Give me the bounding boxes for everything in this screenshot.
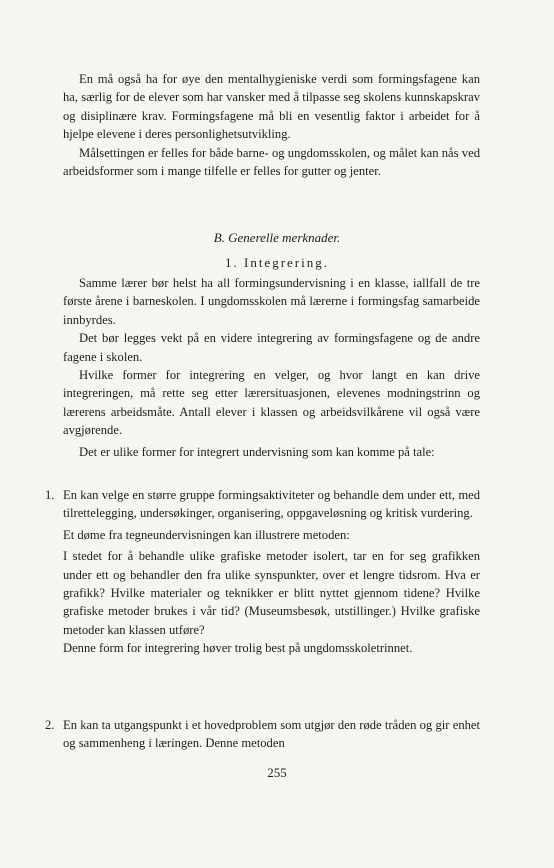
- integration-block: [63, 274, 480, 440]
- paragraph-forms-intro: Det er ulike former for integrert undervisning som kan komme på tale:: [79, 445, 435, 459]
- paragraph-objectives: Målsettingen er felles for både barne- og ungdomsskolen, og målet kan nås ved arbeidsformer som i mange tilfelle er felles for gutter og jenter.: [63, 145, 480, 179]
- example-text: I stedet for å behandle ulike grafiske metoder isolert, tar en for seg grafikken under ett og behandler den fra ulike synspunkter, over et lengre tidsrom. Hva er grafikk? Hvilke materialer og teknikker er blitt nyttet gjennom tidene? Hvilke grafiske metoder brukes i vår tid? (Museumsbesøk, utstillinger.) Hvilke grafiske metoder kan klassen utføre?: [63, 549, 480, 637]
- section-heading: B. Generelle merknader.: [213, 230, 341, 245]
- subsection-heading: 1. Integrering.: [224, 255, 329, 270]
- paragraph-same-teacher: Samme lærer bør helst ha all formingsundervisning i en klasse, iallfall de tre første årene i barneskolen. I ungdomsskolen må lærerne i formingsfag samarbeide innbyrdes.: [63, 276, 480, 327]
- list-item-text: En kan velge en større gruppe formingsaktiviteter og behandle dem under ett, med tilrettelegging, undersøkinger, organisering, oppgaveløsning og kritisk vurdering.: [63, 488, 480, 521]
- paragraph-mental-hygiene: En må også ha for øye den mentalhygieniske verdi som formingsfagene kan ha, særlig for de elever som har vansker med å tilpasse seg skolens kunnskapskrav og disiplinære krav. Formingsfagene må bli en vesentlig faktor i arbeidet for å hjelpe elevene i deres personlighetsutvikling.: [63, 72, 480, 142]
- example-intro: Et døme fra tegneundervisningen kan illustrere metoden:: [63, 527, 350, 542]
- list-item-number: 1.: [45, 488, 55, 502]
- list-item: [45, 716, 480, 753]
- paragraph-forms: Hvilke former for integrering en velger, og hvor langt en kan drive integreringen, må rette seg etter lærersituasjonen, elevenes modningstrinn og lærerens arbeidsmåte. Antall elever i klassen og arbeidsvilkårene vil også være avgjørende.: [63, 368, 480, 438]
- page-number: 255: [267, 765, 287, 780]
- intro-block: [63, 70, 480, 180]
- paragraph-emphasis: Det bør legges vekt på en videre integrering av formingsfagene og de andre fagene i skolen.: [63, 331, 480, 364]
- list-item-number: 2.: [45, 718, 55, 732]
- list-item: [45, 486, 480, 658]
- list-item-text: En kan ta utgangspunkt i et hovedproblem som utgjør den røde tråden og gir enhet og sammenheng i læringen. Denne metoden: [63, 718, 480, 751]
- forms-intro-block: [63, 443, 480, 461]
- example-conclusion: Denne form for integrering høver trolig best på ungdomsskoletrinnet.: [63, 641, 413, 656]
